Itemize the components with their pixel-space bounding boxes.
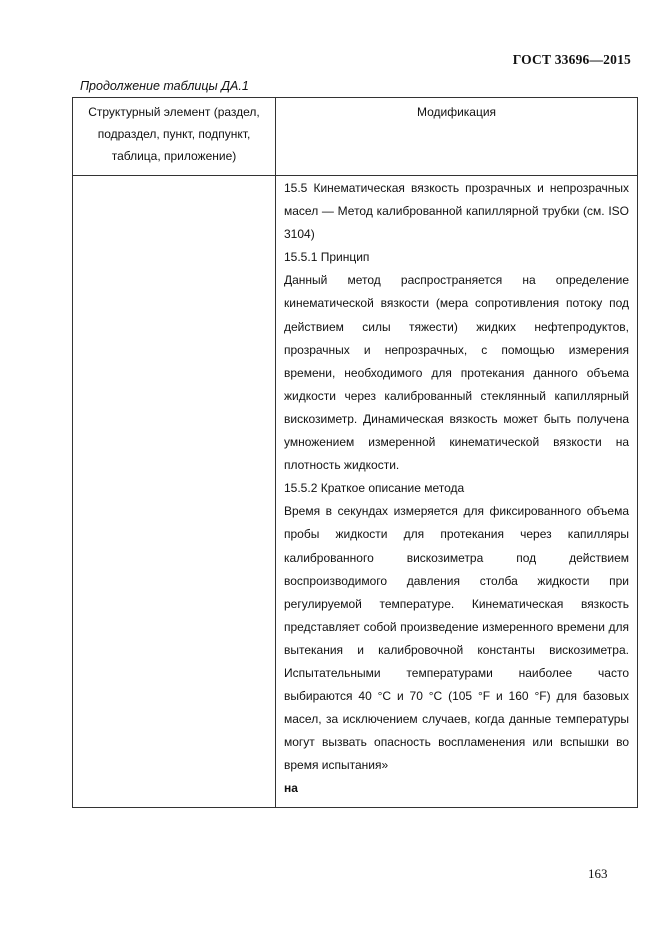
subsection-heading-15-5-1: 15.5.1 Принцип	[284, 250, 370, 265]
closing-word: на	[284, 781, 298, 796]
subsection-heading-15-5-2: 15.5.2 Краткое описание метода	[284, 481, 465, 496]
table-row	[73, 176, 638, 808]
principle-paragraph: Данный метод распространяется на определение кинематической вязкости (мера сопротивления потоку под действием силы тяжести) жидких нефтепродуктов, прозрачных и непрозрачных, с помощью измерения времени, необходимого для протекания данного объема жидкости через калиброванный стеклянный капиллярный вискозиметр. Динамическая вязкость может быть получена умножением измеренной кинематической вязкости на плотность жидкости.	[284, 273, 629, 473]
method-description-paragraph: Время в секундах измеряется для фиксированного объема пробы жидкости для протекания через капилляры калиброванного вискозиметра под действием воспроизводимого давления столба жидкости при регулируемой температуре. Кинематическая вязкость представляет собой произведение измеренного времени для вытекания и калибровочной константы вискозиметра. Испытательными температурами наиболее часто выбираются 40 °C и 70 °C (105 °F и 160 °F) для базовых масел, за исключением случаев, когда данные температуры могут вызвать опасность воспламенения или вспышки во время испытания»	[284, 504, 629, 773]
table-header-row	[73, 98, 638, 176]
section-heading-15-5: 15.5 Кинематическая вязкость прозрачных и непрозрачных масел — Метод калиброванной капиллярной трубки (см. ISO 3104)	[284, 181, 629, 242]
page-number: 163	[588, 866, 608, 881]
modification-table	[72, 97, 638, 808]
standard-designation: ГОСТ 33696—2015	[512, 52, 631, 67]
modification-cell	[276, 176, 638, 808]
structural-element-cell	[73, 176, 276, 808]
column-header-structural-element: Структурный элемент (раздел, подраздел, пункт, подпункт, таблица, приложение)	[73, 98, 276, 176]
table-caption: Продолжение таблицы ДА.1	[80, 79, 249, 93]
column-header-modification: Модификация	[276, 98, 638, 176]
